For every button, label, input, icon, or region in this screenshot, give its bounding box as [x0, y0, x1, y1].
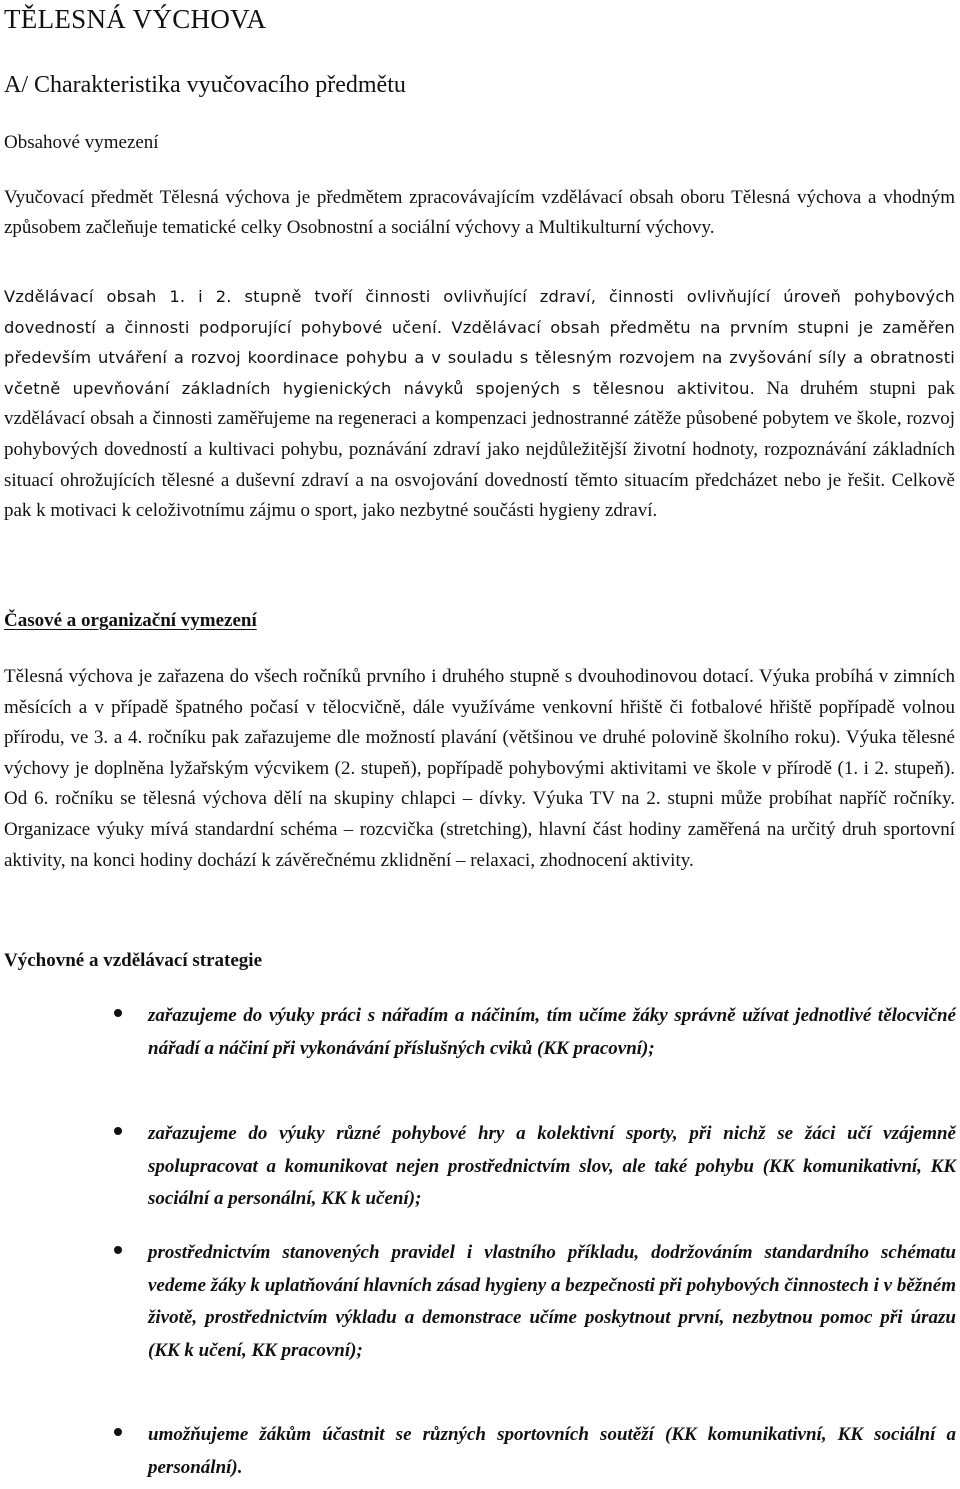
- document-title: TĚLESNÁ VÝCHOVA: [4, 4, 267, 34]
- strategy-text: zařazujeme do výuky práci s nářadím a náčiním, tím učíme žáky správně užívat jednotlivé tělocvičné nářadí a náčiní při vykonávání příslušných cviků (KK pracovní);: [148, 1005, 956, 1059]
- bullet-icon: [114, 1127, 122, 1135]
- list-item: [148, 1237, 956, 1367]
- strategies-heading: Výchovné a vzdělávací strategie: [4, 950, 263, 971]
- bullet-icon: [114, 1428, 122, 1436]
- time-heading: Časové a organizační vymezení: [4, 610, 257, 631]
- strategy-text: umožňujeme žákům účastnit se různých sportovních soutěží (KK komunikativní, KK sociální a personální).: [148, 1424, 956, 1478]
- strategy-text: zařazujeme do výuky různé pohybové hry a kolektivní sporty, při nichž se žáci učí vzájemně spolupracovat a komunikovat nejen prostřednictvím slov, ale také pohybu (KK komunikativní, KK sociální a personální, KK k učení);: [148, 1123, 956, 1209]
- content-paragraph-part1: Vzdělávací obsah 1. i 2. stupně tvoří činnosti ovlivňující zdraví, činnosti ovlivňující úroveň pohybových dovedností a činnosti podporující pohybové učení. Vzdělávací obsah předmětu na prvním stupni je zaměřen především utváření a rozvoj koordinace pohybu a v souladu s tělesným rozvojem na zvyšování síly a obratnosti včetně upevňování základních hygienických návyků spojených s tělesnou aktivitou.: [4, 287, 955, 398]
- bullet-icon: [114, 1009, 122, 1017]
- content-heading: Obsahové vymezení: [4, 132, 159, 153]
- section-heading: A/ Charakteristika vyučovacího předmětu: [4, 72, 406, 98]
- list-item: [148, 1419, 956, 1484]
- intro-paragraph: Vyučovací předmět Tělesná výchova je předmětem zpracovávajícím vzdělávací obsah oboru Tělesná výchova a vhodným způsobem začleňuje tematické celky Osobnostní a sociální výchovy a Multikulturní výchovy.: [4, 187, 955, 238]
- time-paragraph: Tělesná výchova je zařazena do všech ročníků prvního i druhého stupně s dvouhodinovou dotací. Výuka probíhá v zimních měsících a v případě špatného počasí v tělocvičně, dále využíváme venkovní hřiště či fotbalové hřiště popřípadě volnou přírodu, ve 3. a 4. ročníku pak zařazujeme dle možností plavání (většinou ve druhé polovině školního roku). Výuka tělesné výchovy je doplněna lyžařským výcvikem (2. stupeň), popřípadě pohybovými aktivitami ve škole v přírodě (1. i 2. stupeň). Od 6. ročníku se tělesná výchova dělí na skupiny chlapci – dívky. Výuka TV na 2. stupni může probíhat napříč ročníky. Organizace výuky mívá standardní schéma – rozcvička (stretching), hlavní část hodiny zaměřená na určitý druh sportovní aktivity, na konci hodiny dochází k závěrečnému zklidnění – relaxaci, zhodnocení aktivity.: [4, 666, 955, 871]
- content-paragraph-part2: Na druhém stupni pak vzdělávací obsah a činnosti zaměřujeme na regeneraci a kompenzaci jednostranné zátěže působené pobytem ve škole, rozvoj pohybových dovedností a kultivaci pohybu, poznávání zdraví jako nejdůležitější životní hodnoty, rozpoznávání základních situací ohrožujících tělesné a duševní zdraví a na osvojování dovedností těmto situacím předcházet nebo je řešit. Celkově pak k motivaci k celoživotnímu zájmu o sport, jako nezbytné součásti hygieny zdraví.: [4, 377, 955, 522]
- strategy-text: prostřednictvím stanovených pravidel i vlastního příkladu, dodržováním standardního schématu vedeme žáky k uplatňování hlavních zásad hygieny a bezpečnosti při pohybových činnostech i v běžném životě, prostřednictvím výkladu a demonstrace učíme poskytnout první, nezbytnou pomoc při úrazu (KK k učení, KK pracovní);: [148, 1242, 956, 1361]
- list-item: [148, 1118, 956, 1216]
- content-paragraph: [4, 282, 955, 527]
- list-item: [148, 1000, 956, 1065]
- bullet-icon: [114, 1246, 122, 1254]
